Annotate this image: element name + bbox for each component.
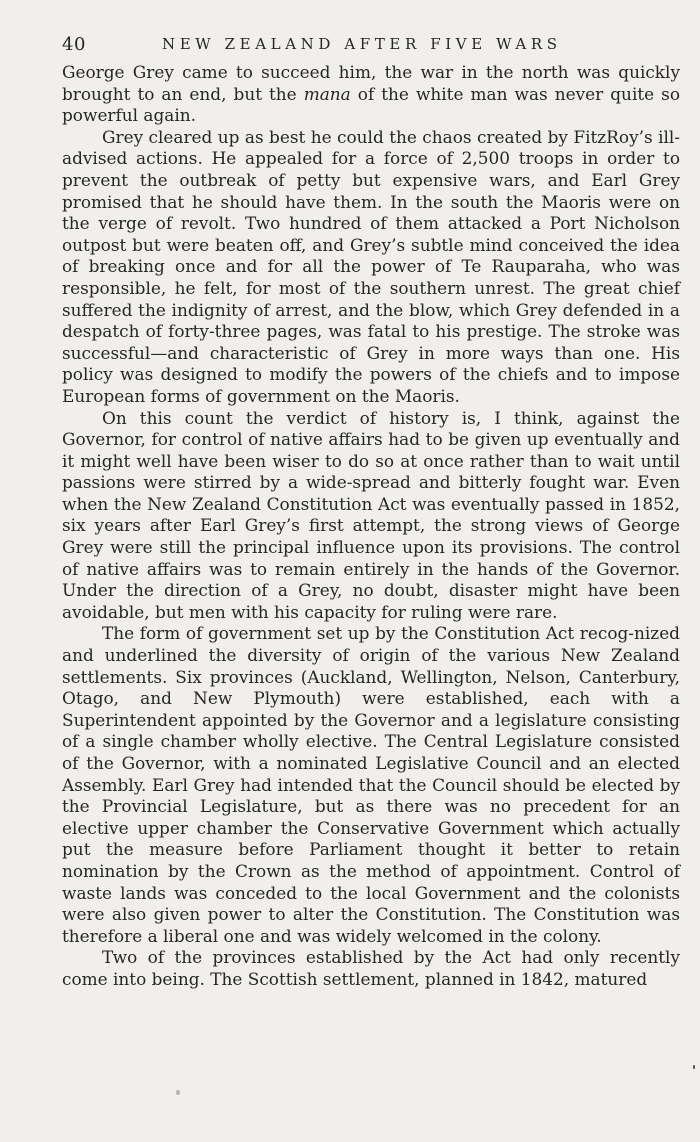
paragraph-text-after: of the white man was never quite so powerful again. [62, 83, 680, 126]
paragraph-continued [62, 62, 680, 127]
paragraph: Two of the provinces established by the Act had only recently come into being. The Scottish settlement, planned in 1842, matured [62, 947, 680, 989]
emphasis-word: mana [303, 83, 351, 104]
paper-speck [693, 1065, 695, 1069]
paragraph: On this count the verdict of history is, I think, against the Governor, for control of native affairs had to be given up eventually and it might well have been wiser to do so at once rather than to wait until passions were stirred by a wide-spread and bitterly fought war. Even when the New Zealand Constitution Act was eventually passed in 1852, six years after Earl Grey’s first attempt, the strong views of George Grey were still the principal influence upon its provisions. The control of native affairs was to remain entirely in the hands of the Governor. Under the direction of a Grey, no doubt, disaster might have been avoidable, but men with his capacity for ruling were rare. [62, 407, 680, 622]
running-head-title: NEW ZEALAND AFTER FIVE WARS [162, 35, 562, 53]
paragraph-text-before: George Grey came to succeed him, the war in the north was quickly brought to an end, but the [62, 62, 680, 104]
body-text [62, 62, 680, 991]
paper-speck [176, 1090, 180, 1095]
paragraph: Grey cleared up as best he could the chaos created by FitzRoy’s ill-advised actions. He appealed for a force of 2,500 troops in order to prevent the outbreak of petty but expensive wars, and Earl Grey promised that he should have them. In the south the Maoris were on the verge of revolt. Two hundred of them attacked a Port Nicholson outpost but were beaten off, and Grey’s subtle mind conceived the idea of breaking once and for all the power of Te Rauparaha, who was responsible, he felt, for most of the southern unrest. The great chief suffered the indignity of arrest, and the blow, which Grey defended in a despatch of forty-three pages, was fatal to his prestige. The stroke was successful—and characteristic of Grey in more ways than one. His policy was designed to modify the powers of the chiefs and to impose European forms of government on the Maoris. [62, 126, 680, 406]
running-head [62, 34, 642, 58]
paragraph: The form of government set up by the Constitution Act recog-nized and underlined the diversity of origin of the various New Zealand settlements. Six provinces (Auckland, Wellington, Nelson, Canterbury, Otago, and New Plymouth) were established, each with a Superintendent appointed by the Governor and a legislature consisting of a single chamber wholly elective. The Central Legislature consisted of the Governor, with a nominated Legislative Council and an elected Assembly. Earl Grey had intended that the Council should be elected by the Provincial Legislature, but as there was no precedent for an elective upper chamber the Conservative Government which actually put the measure before Parliament thought it better to retain nomination by the Crown as the method of appointment. Control of waste lands was conceded to the local Government and the colonists were also given power to alter the Constitution. The Constitution was therefore a liberal one and was widely welcomed in the colony. [62, 623, 680, 946]
page-number: 40 [62, 34, 86, 55]
